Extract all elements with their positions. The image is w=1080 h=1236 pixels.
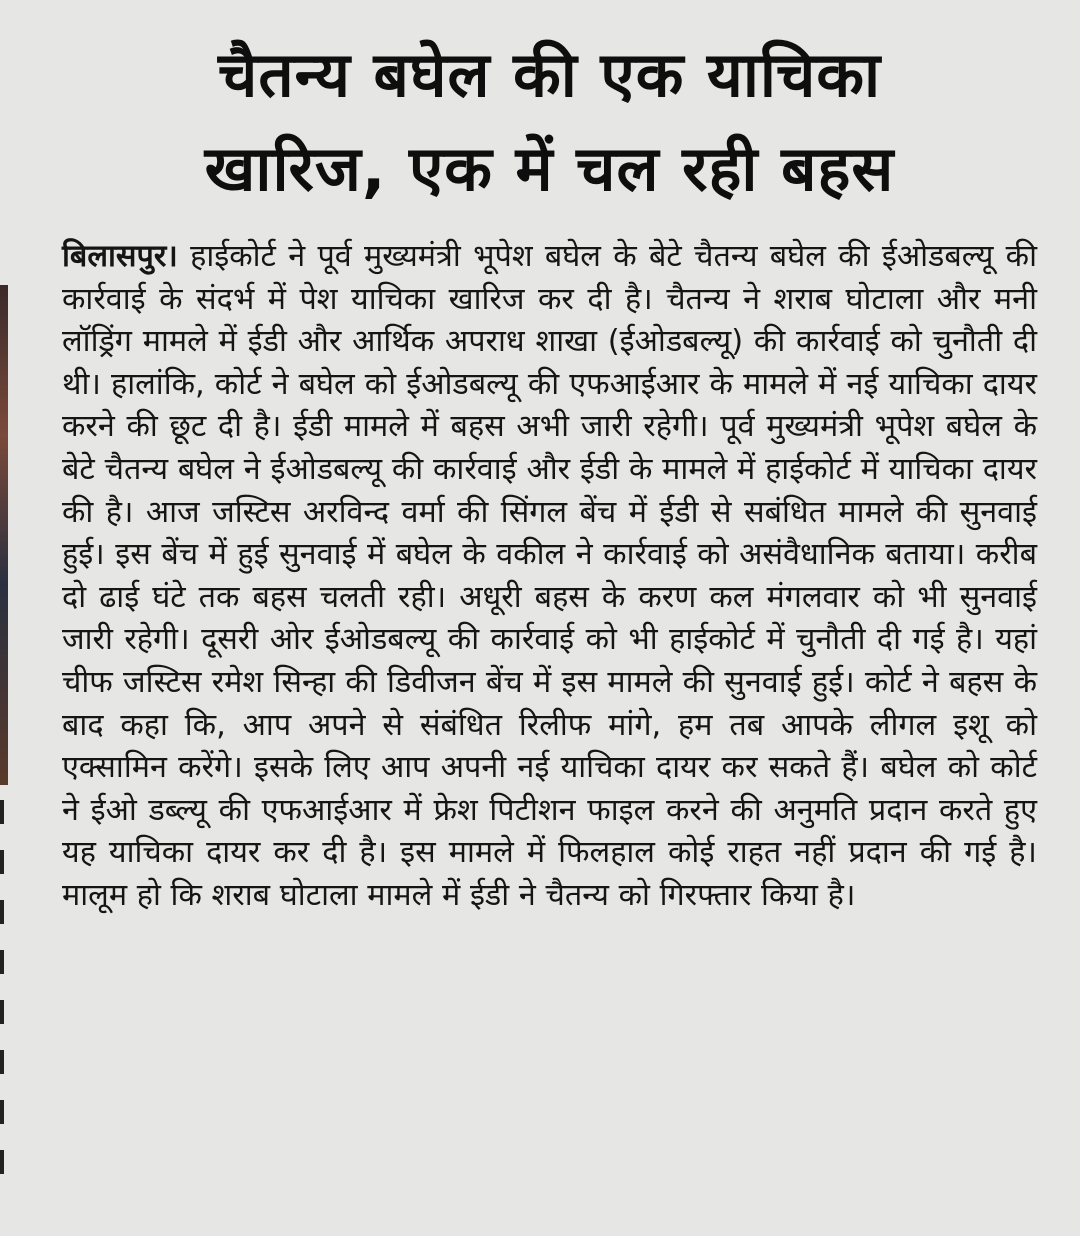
headline-line-1: चैतन्य बघेल की एक याचिका [217, 38, 882, 111]
headline-line-2: खारिज, एक में चल रही बहस [204, 132, 895, 205]
news-article [62, 28, 1037, 948]
dateline: बिलासपुर। [62, 239, 178, 274]
article-body [62, 236, 1037, 918]
headline [62, 28, 1037, 216]
adjacent-photo-edge [0, 285, 8, 785]
article-body-text: हाईकोर्ट ने पूर्व मुख्यमंत्री भूपेश बघेल के बेटे चैतन्य बघेल की ईओडबल्यू की कार्रवाई के संदर्भ में पेश याचिका खारिज कर दी है। चैतन्य ने शराब घोटाला और मनी लॉड्रिंग मामले में ईडी और आर्थिक अपराध शाखा (ईओडबल्यू) की कार्रवाई को चुनौती दी थी। हालांकि, कोर्ट ने बघेल को ईओडबल्यू की एफआईआर के मामले में नई याचिका दायर करने की छूट दी है। ईडी मामले में बहस अभी जारी रहेगी। पूर्व मुख्यमंत्री भूपेश बघेल के बेटे चैतन्य बघेल ने ईओडबल्यू की कार्रवाई और ईडी के मामले में हाईकोर्ट में याचिका दायर की है। आज जस्टिस अरविन्द वर्मा की सिंगल बेंच में ईडी से सबंधित मामले की सुनवाई हुई। इस बेंच में हुई सुनवाई में बघेल के वकील ने कार्रवाई को असंवैधानिक बताया। करीब दो ढाई घंटे तक बहस चलती रही। अधूरी बहस के करण कल मंगलवार को भी सुनवाई जारी रहेगी। दूसरी ओर ईओडबल्यू की कार्रवाई को भी हाईकोर्ट में चुनौती दी गई है। यहां चीफ जस्टिस रमेश सिन्हा की डिवीजन बेंच में इस मामले की सुनवाई हुई। कोर्ट ने बहस के बाद कहा कि, आप अपने से संबंधित रिलीफ मांगे, हम तब आपके लीगल इशू को एक्सामिन करेंगे। इसके लिए आप अपनी नई याचिका दायर कर सकते हैं। बघेल को कोर्ट ने ईओ डब्ल्यू की एफआईआर में फ्रेश पिटीशन फाइल करने की अनुमति प्रदान करते हुए यह याचिका दायर कर दी है। इस मामले में फिलहाल कोई राहत नहीं प्रदान की गई है। मालूम हो कि शराब घोटाला मामले में ईडी ने चैतन्य को गिरफ्तार किया है। [62, 239, 1037, 913]
adjacent-column-edge [0, 800, 8, 1200]
